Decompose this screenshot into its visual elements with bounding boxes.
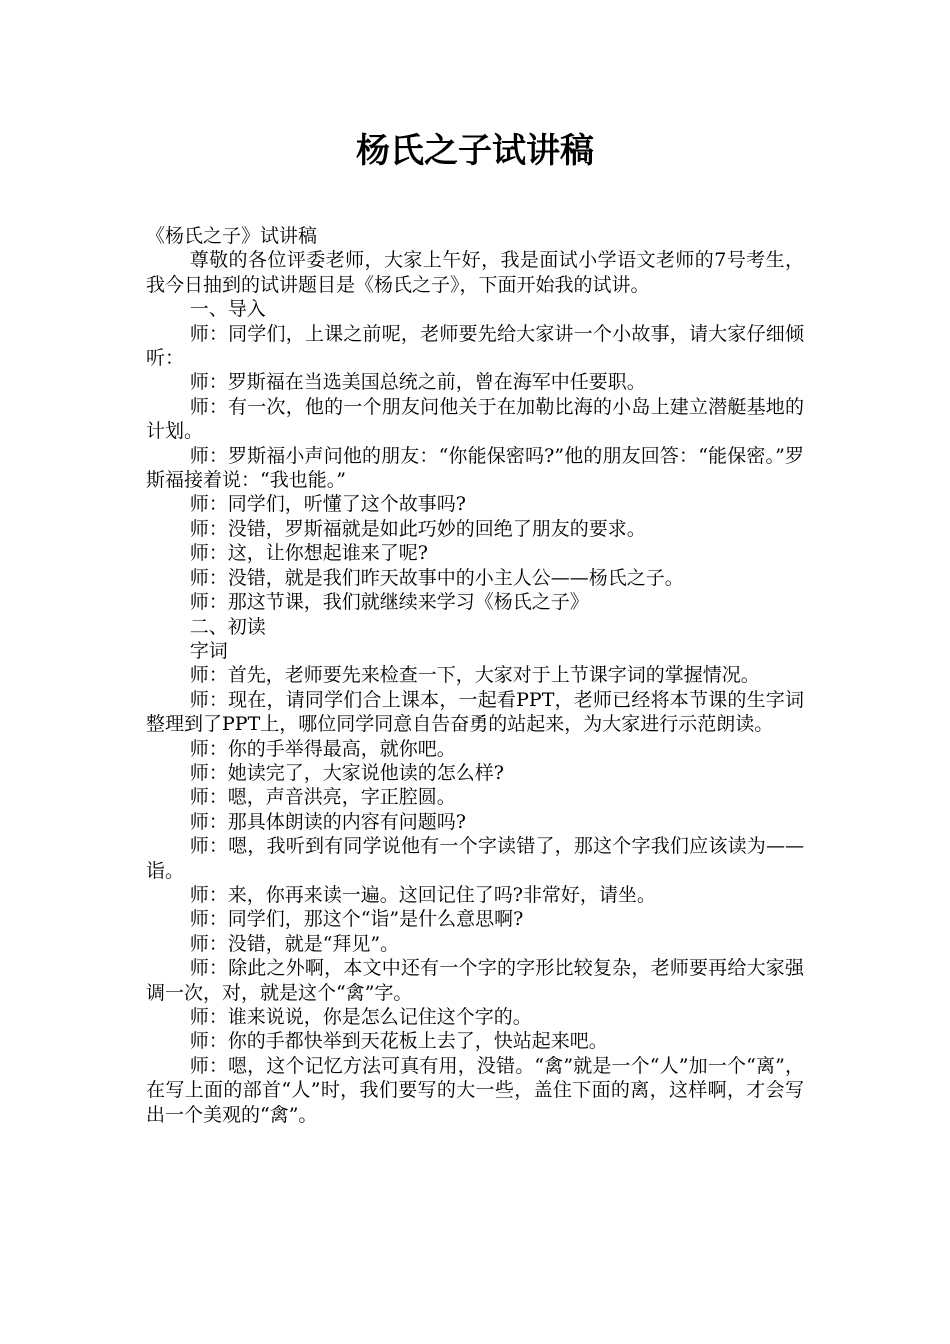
body-paragraph: 《杨氏之子》试讲稿 — [146, 225, 318, 247]
section-heading: 一、导入 — [189, 298, 266, 321]
body-paragraph: 师：现在，请同学们合上课本，一起看PPT，老师已经将本节课的生字词整理到了PPT上，哪位同学同意自告奋勇的站起来，为大家进行示范朗读。 — [146, 688, 804, 736]
body-paragraph: 师：那具体朗读的内容有问题吗? — [189, 810, 466, 833]
body-paragraph: 师：没错，就是“拜见”。 — [189, 932, 400, 955]
body-paragraph: 师：首先，老师要先来检查一下，大家对于上节课字词的掌握情况。 — [189, 664, 760, 687]
body-paragraph: 师：谁来说说，你是怎么记住这个字的。 — [189, 1006, 532, 1028]
body-paragraph: 师：罗斯福在当选美国总统之前，曾在海军中任要职。 — [189, 371, 646, 394]
body-paragraph: 师：嗯，声音洪亮，字正腔圆。 — [189, 786, 456, 809]
body-paragraph: 师：有一次，他的一个朋友问他关于在加勒比海的小岛上建立潜艇基地的计划。 — [146, 395, 804, 443]
body-paragraph: 师：同学们，那这个“诣”是什么意思啊? — [189, 908, 524, 931]
body-paragraph: 师：你的手都快举到天花板上去了，快站起来吧。 — [189, 1030, 608, 1053]
subsection-heading: 字词 — [189, 639, 228, 662]
body-paragraph: 师：嗯，我听到有同学说他有一个字读错了，那这个字我们应该读为——诣。 — [146, 835, 804, 882]
document-body — [146, 224, 804, 1127]
body-paragraph: 师：同学们，听懂了这个故事吗? — [189, 493, 466, 516]
section-heading: 二、初读 — [189, 615, 266, 638]
body-paragraph: 尊敬的各位评委老师，大家上午好，我是面试小学语文老师的7号考生，我今日抽到的试讲题目是《杨氏之子》，下面开始我的试讲。 — [146, 249, 804, 296]
body-paragraph: 师：没错，就是我们昨天故事中的小主人公——杨氏之子。 — [189, 566, 684, 589]
body-paragraph: 师：嗯，这个记忆方法可真有用，没错。“禽”就是一个“人”加一个“离”，在写上面的部首“人”时，我们要写的大一些，盖住下面的离，这样啊，才会写出一个美观的“禽”。 — [146, 1054, 804, 1126]
body-paragraph: 师：她读完了，大家说他读的怎么样? — [189, 761, 504, 784]
body-paragraph: 师：那这节课，我们就继续来学习《杨氏之子》 — [189, 591, 589, 614]
document-title: 杨氏之子试讲稿 — [356, 131, 594, 171]
body-paragraph: 师：没错，罗斯福就是如此巧妙的回绝了朋友的要求。 — [189, 517, 646, 540]
body-paragraph: 师：罗斯福小声问他的朋友：“你能保密吗?”他的朋友回答：“能保密。”罗斯福接着说：“我也能。” — [146, 444, 804, 492]
body-paragraph: 师：这，让你想起谁来了呢? — [189, 542, 428, 565]
body-paragraph: 师：来，你再来读一遍。这回记住了吗?非常好，请坐。 — [189, 883, 656, 906]
body-paragraph: 师：除此之外啊，本文中还有一个字的字形比较复杂，老师要再给大家强调一次，对，就是这个“禽”字。 — [146, 957, 804, 1004]
body-paragraph: 师：你的手举得最高，就你吧。 — [189, 737, 456, 760]
body-paragraph: 师：同学们，上课之前呢，老师要先给大家讲一个小故事，请大家仔细倾听： — [146, 322, 804, 370]
